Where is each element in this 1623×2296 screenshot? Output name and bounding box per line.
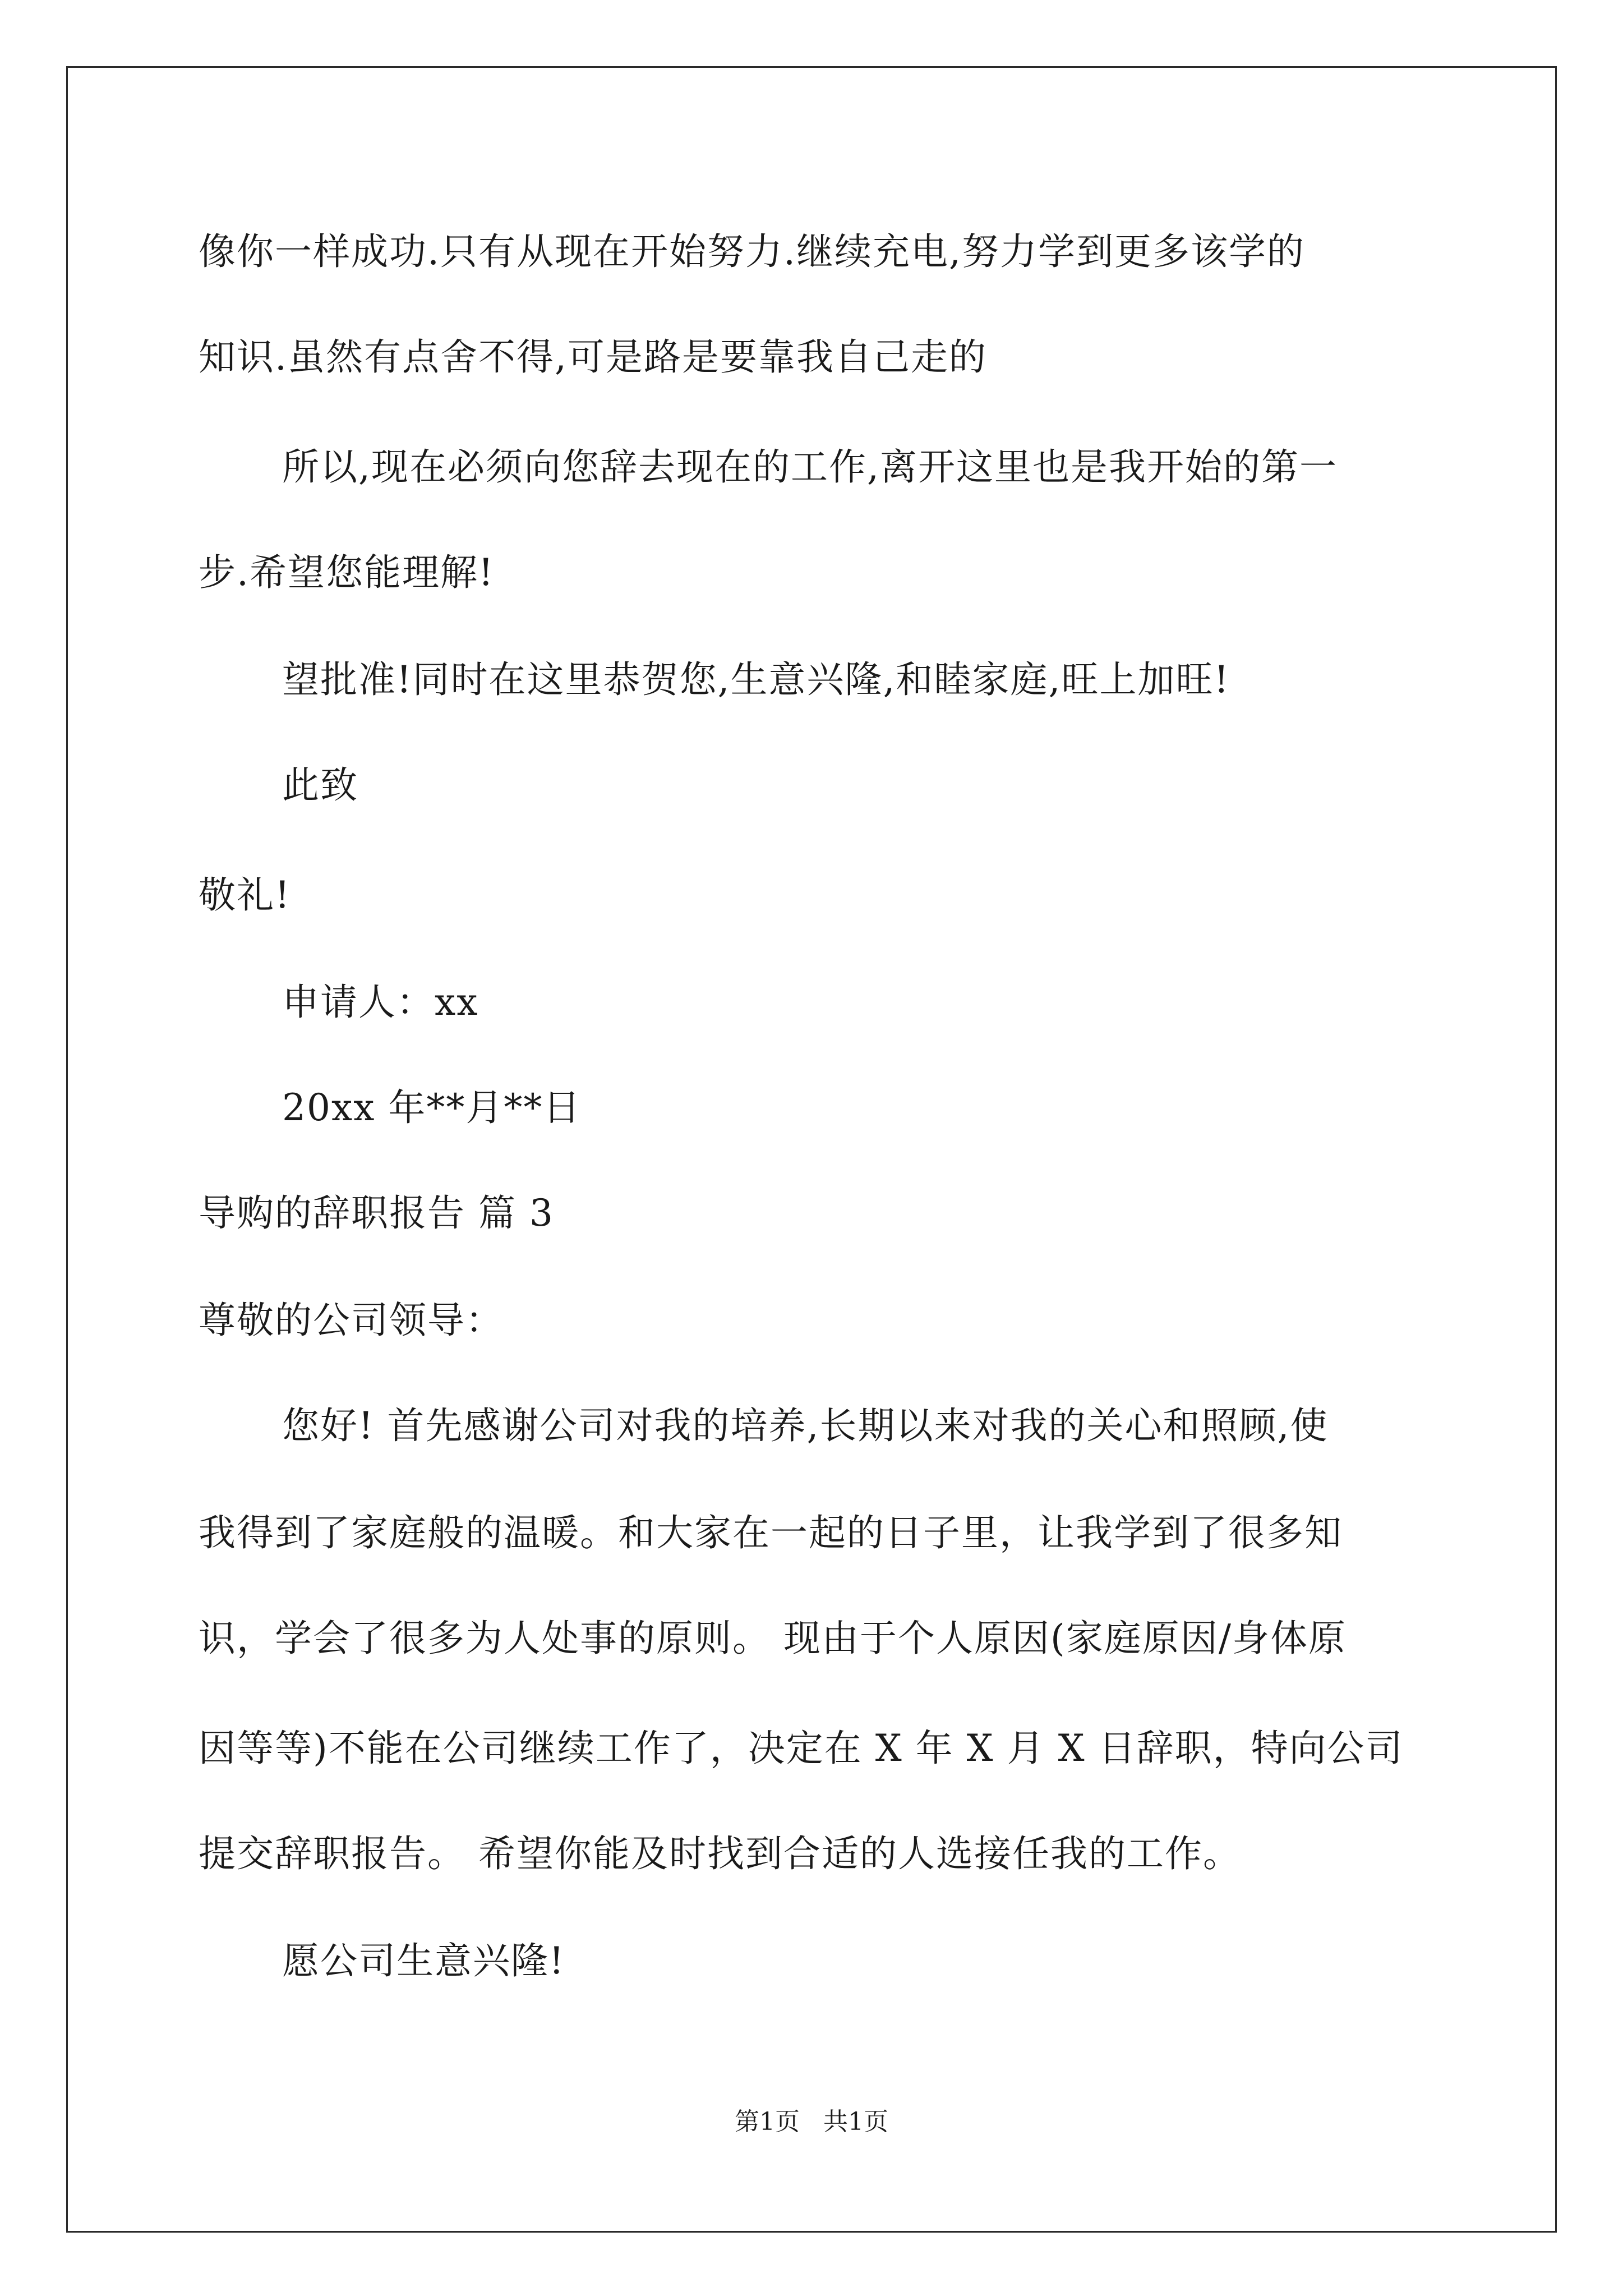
text-line: 所以,现在必须向您辞去现在的工作,离开这里也是我开始的第一 (282, 445, 1338, 489)
text-line: 因等等)不能在公司继续工作了，决定在 X 年 X 月 X 日辞职，特向公司 (199, 1727, 1404, 1770)
page-border (66, 66, 1557, 2233)
text-line: 您好! 首先感谢公司对我的培养,长期以来对我的关心和照顾,使 (282, 1404, 1329, 1447)
text-line: 望批准!同时在这里恭贺您,生意兴隆,和睦家庭,旺上加旺! (282, 658, 1230, 701)
section-heading: 导购的辞职报告 篇 3 (199, 1191, 554, 1235)
text-line: 敬礼! (199, 873, 291, 917)
page-footer: 第1页 共1页 (735, 2108, 888, 2136)
text-line: 申请人：xx (282, 981, 479, 1024)
text-line: 步.希望您能理解! (199, 551, 495, 594)
text-line: 像你一样成功.只有从现在开始努力.继续充电,努力学到更多该学的 (199, 230, 1305, 273)
text-line: 知识.虽然有点舍不得,可是路是要靠我自己走的 (199, 335, 987, 379)
text-line: 我得到了家庭般的温暖。和大家在一起的日子里，让我学到了很多知 (199, 1511, 1343, 1554)
salutation: 尊敬的公司领导： (199, 1299, 504, 1342)
text-line: 愿公司生意兴隆! (282, 1939, 565, 1982)
text-line: 识，学会了很多为人处事的原则。 现由于个人原因(家庭原因/身体原 (199, 1617, 1347, 1660)
text-line: 提交辞职报告。 希望你能及时找到合适的人选接任我的工作。 (199, 1832, 1241, 1875)
text-line: 此致 (282, 763, 358, 807)
date-line: 20xx 年**月**日 (282, 1086, 582, 1129)
